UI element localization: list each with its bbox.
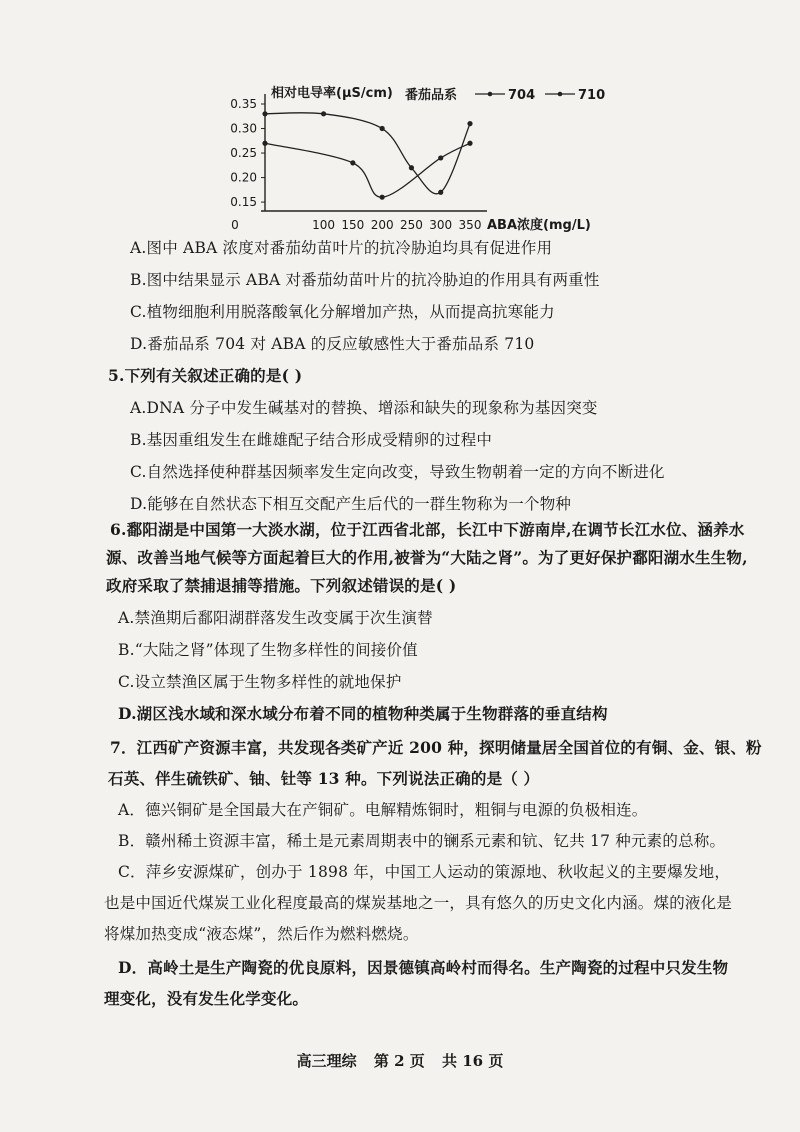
q6-option-d: D.湖区浅水域和深水域分布着不同的植物种类属于生物群落的垂直结构 xyxy=(118,704,608,723)
page-footer xyxy=(0,1050,800,1071)
x-axis-label: ABA浓度(mg/L) xyxy=(487,218,591,233)
data-point-704 xyxy=(321,111,326,116)
q6-stem-line-2: 源、改善当地气候等方面起着巨大的作用,被誉为“大陆之肾”。为了更好保护鄱阳湖水生生物, xyxy=(106,548,748,567)
q6-option-c: C.设立禁渔区属于生物多样性的就地保护 xyxy=(118,673,402,691)
data-point-710 xyxy=(350,160,355,165)
footer-total-pages: 共 16 页 xyxy=(442,1052,504,1070)
data-point-704 xyxy=(262,111,267,116)
x-tick-label: 250 xyxy=(399,218,423,232)
q4-option-d: D.番茄品系 704 对 ABA 的反应敏感性大于番茄品系 710 xyxy=(130,335,535,353)
q7-stem-line-2: 石英、伴生硫铁矿、铀、钍等 13 种。下列说法正确的是（ ） xyxy=(108,769,540,788)
data-point-710 xyxy=(438,155,443,160)
legend-label-710: 710 xyxy=(578,88,605,103)
q5-option-b: B.基因重组发生在雌雄配子结合形成受精卵的过程中 xyxy=(130,431,493,449)
q4-option-b: B.图中结果显示 ABA 对番茄幼苗叶片的抗冷胁迫的作用具有两重性 xyxy=(130,271,600,289)
q5-option-d: D.能够在自然状态下相互交配产生后代的一群生物称为一个物种 xyxy=(130,495,572,513)
x-tick-label: 150 xyxy=(341,218,365,232)
aba-conductivity-chart xyxy=(225,82,605,242)
q5-stem: 5.下列有关叙述正确的是( ) xyxy=(108,366,303,385)
data-point-710 xyxy=(467,141,472,146)
footer-page-number: 第 2 页 xyxy=(373,1052,425,1070)
q7-option-b: B．赣州稀土资源丰富，稀土是元素周期表中的镧系元素和钪、钇共 17 种元素的总称。 xyxy=(118,832,726,850)
x-tick-label: 200 xyxy=(370,218,394,232)
x-tick-label: 350 xyxy=(458,218,482,232)
data-point-704 xyxy=(467,121,472,126)
q7-option-c-line-3: 将煤加热变成“液态煤”，然后作为燃料燃烧。 xyxy=(104,925,419,943)
y-tick-label: 0.35 xyxy=(230,97,257,111)
series-line-704 xyxy=(265,113,470,194)
q5-option-c: C.自然选择使种群基因频率发生定向改变，导致生物朝着一定的方向不断进化 xyxy=(130,463,665,481)
data-point-704 xyxy=(438,190,443,195)
x-tick-label: 100 xyxy=(312,218,336,232)
q6-option-b: B.“大陆之肾”体现了生物多样性的间接价值 xyxy=(118,641,418,659)
q4-option-c: C.植物细胞利用脱落酸氧化分解增加产热，从而提高抗寒能力 xyxy=(130,303,555,321)
q7-option-c-line-2: 也是中国近代煤炭工业化程度最高的煤炭基地之一，具有悠久的历史文化内涵。煤的液化是 xyxy=(104,894,733,912)
data-point-704 xyxy=(380,126,385,131)
q6-stem-line-3: 政府采取了禁捕退捕等措施。下列叙述错误的是( ) xyxy=(106,576,457,595)
y-tick-label: 0.20 xyxy=(230,170,257,185)
legend-marker-704 xyxy=(488,92,493,97)
y-tick-label: 0.25 xyxy=(230,146,257,161)
q6-stem-line-1: 6.鄱阳湖是中国第一大淡水湖，位于江西省北部，长江中下游南岸,在调节长江水位、涵养水 xyxy=(110,520,745,539)
y-tick-label: 0.15 xyxy=(230,195,257,210)
x-tick-label: 300 xyxy=(429,218,453,232)
y-tick-label: 0.30 xyxy=(230,121,257,136)
x-tick-label: 0 xyxy=(231,218,239,232)
q5-option-a: A.DNA 分子中发生碱基对的替换、增添和缺失的现象称为基因突变 xyxy=(130,399,598,417)
data-point-710 xyxy=(380,195,385,200)
data-point-704 xyxy=(409,165,414,170)
series-line-710 xyxy=(265,143,470,197)
legend-title: 番茄品系 xyxy=(405,88,458,103)
q7-option-d-line-2: 理变化，没有发生化学变化。 xyxy=(104,989,309,1008)
chart-series xyxy=(262,111,472,200)
y-axis-label: 相对电导率(μS/cm) xyxy=(271,86,393,101)
q4-option-a: A.图中 ABA 浓度对番茄幼苗叶片的抗冷胁迫均具有促进作用 xyxy=(130,239,553,257)
q7-option-d-line-1: D．高岭土是生产陶瓷的优良原料，因景德镇高岭村而得名。生产陶瓷的过程中只发生物 xyxy=(118,958,729,977)
q6-option-a: A.禁渔期后鄱阳湖群落发生改变属于次生演替 xyxy=(118,609,433,627)
legend-label-704: 704 xyxy=(508,88,536,103)
footer-subject: 高三理综 xyxy=(296,1052,357,1070)
q7-option-a: A．德兴铜矿是全国最大在产铜矿。电解精炼铜时，粗铜与电源的负极相连。 xyxy=(118,801,648,819)
q7-option-c-line-1: C．萍乡安源煤矿，创办于 1898 年，中国工人运动的策源地、秋收起义的主要爆发地， xyxy=(118,863,731,881)
q7-stem-line-1: 7．江西矿产资源丰富，共发现各类矿产近 200 种，探明储量居全国首位的有铜、金、银、粉 xyxy=(110,738,762,757)
legend-marker-710 xyxy=(558,92,563,97)
data-point-710 xyxy=(262,141,267,146)
